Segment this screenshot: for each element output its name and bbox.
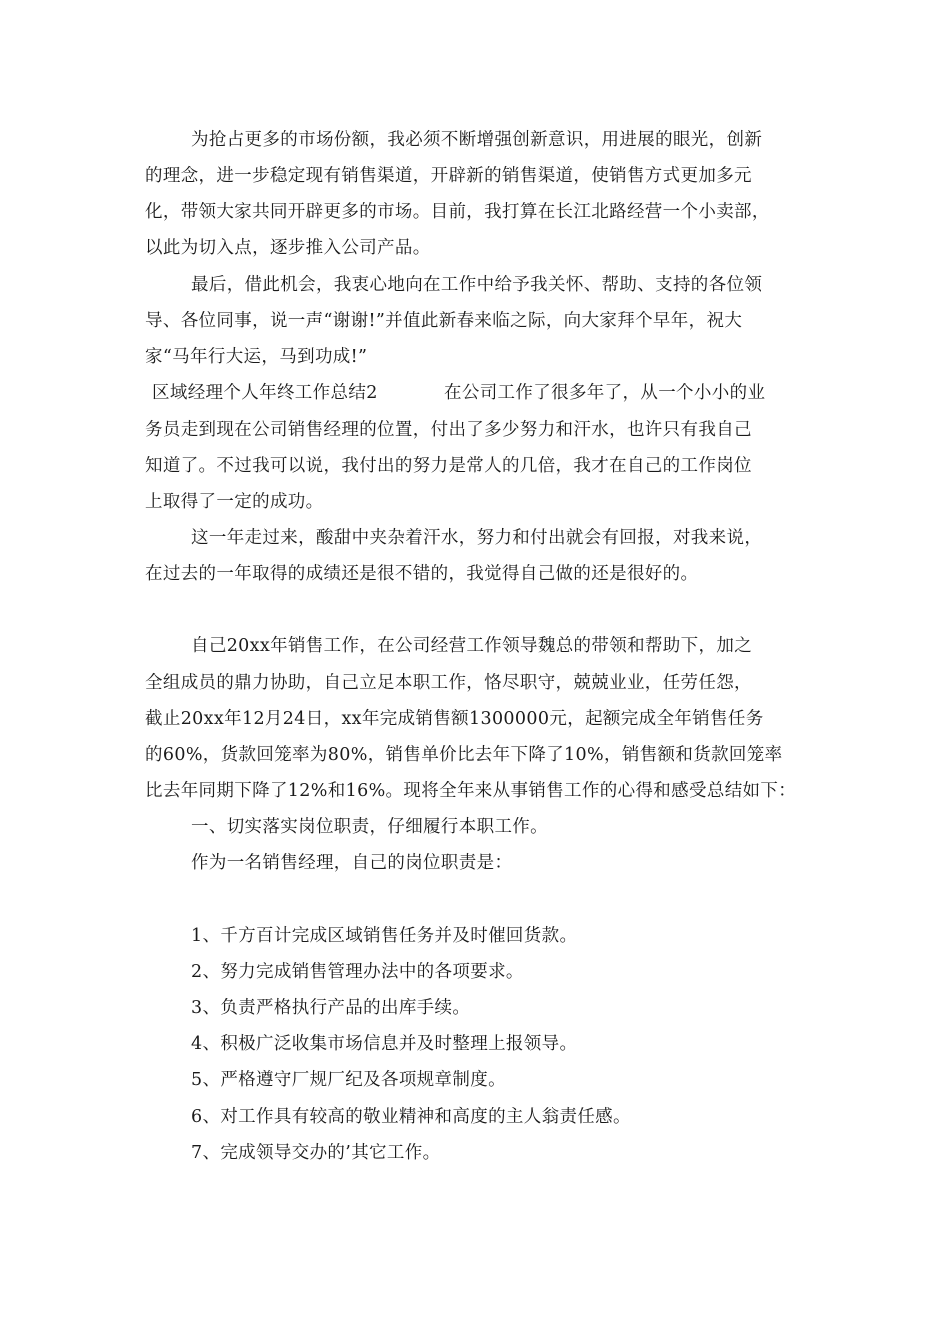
- list-item: 3、负责严格执行产品的出库手续。: [191, 998, 471, 1018]
- list-item: 6、对工作具有较高的敬业精神和高度的主人翁责任感。: [191, 1107, 631, 1127]
- text-line: 导、各位同事，说一声“谢谢!”并值此新春来临之际，向大家拜个早年，祝大: [145, 311, 743, 331]
- text-line: 全组成员的鼎力协助，自己立足本职工作，恪尽职守，兢兢业业，任劳任怨，: [145, 673, 752, 693]
- list-item: 2、努力完成销售管理办法中的各项要求。: [191, 962, 524, 982]
- section-heading: 区域经理个人年终工作总结2: [152, 383, 378, 403]
- subsection-heading: 一、切实落实岗位职责，仔细履行本职工作。: [191, 817, 548, 837]
- text-line: 的60%，货款回笼率为80%，销售单价比去年下降了10%，销售额和货款回笼率: [145, 745, 783, 765]
- text-line: 以此为切入点，逐步推入公司产品。: [145, 238, 431, 258]
- text-line: 这一年走过来，酸甜中夹杂着汗水，努力和付出就会有回报，对我来说，: [191, 528, 763, 548]
- text-line: 家“马年行大运，马到功成!”: [145, 347, 368, 367]
- text-line: 的理念，进一步稳定现有销售渠道，开辟新的销售渠道，使销售方式更加多元: [145, 166, 752, 186]
- text-line: 上取得了一定的成功。: [145, 492, 324, 512]
- text-line: 化，带领大家共同开辟更多的市场。目前，我打算在长江北路经营一个小卖部，: [145, 202, 770, 222]
- list-item: 1、千方百计完成区域销售任务并及时催回货款。: [191, 926, 578, 946]
- text-line: 最后，借此机会，我衷心地向在工作中给予我关怀、帮助、支持的各位领: [191, 275, 763, 295]
- list-item: 4、积极广泛收集市场信息并及时整理上报领导。: [191, 1034, 578, 1054]
- text-line: 比去年同期下降了12%和16%。现将全年来从事销售工作的心得和感受总结如下：: [145, 781, 797, 801]
- text-line: 作为一名销售经理，自己的岗位职责是：: [191, 853, 513, 873]
- text-line: 为抢占更多的市场份额，我必须不断增强创新意识，用进展的眼光，创新: [191, 130, 763, 150]
- text-line: 知道了。不过我可以说，我付出的努力是常人的几倍，我才在自己的工作岗位: [145, 456, 752, 476]
- list-item: 5、严格遵守厂规厂纪及各项规章制度。: [191, 1070, 506, 1090]
- text-line: 自己20xx年销售工作，在公司经营工作领导魏总的带领和帮助下，加之: [191, 636, 753, 656]
- text-line: 务员走到现在公司销售经理的位置，付出了多少努力和汗水，也许只有我自己: [145, 420, 752, 440]
- text-line: 在公司工作了很多年了，从一个小小的业: [444, 383, 766, 403]
- list-item: 7、完成领导交办的’其它工作。: [191, 1143, 441, 1163]
- text-line: 在过去的一年取得的成绩还是很不错的，我觉得自己做的还是很好的。: [145, 564, 699, 584]
- text-line: 截止20xx年12月24日，xx年完成销售额1300000元，起额完成全年销售任务: [145, 709, 764, 729]
